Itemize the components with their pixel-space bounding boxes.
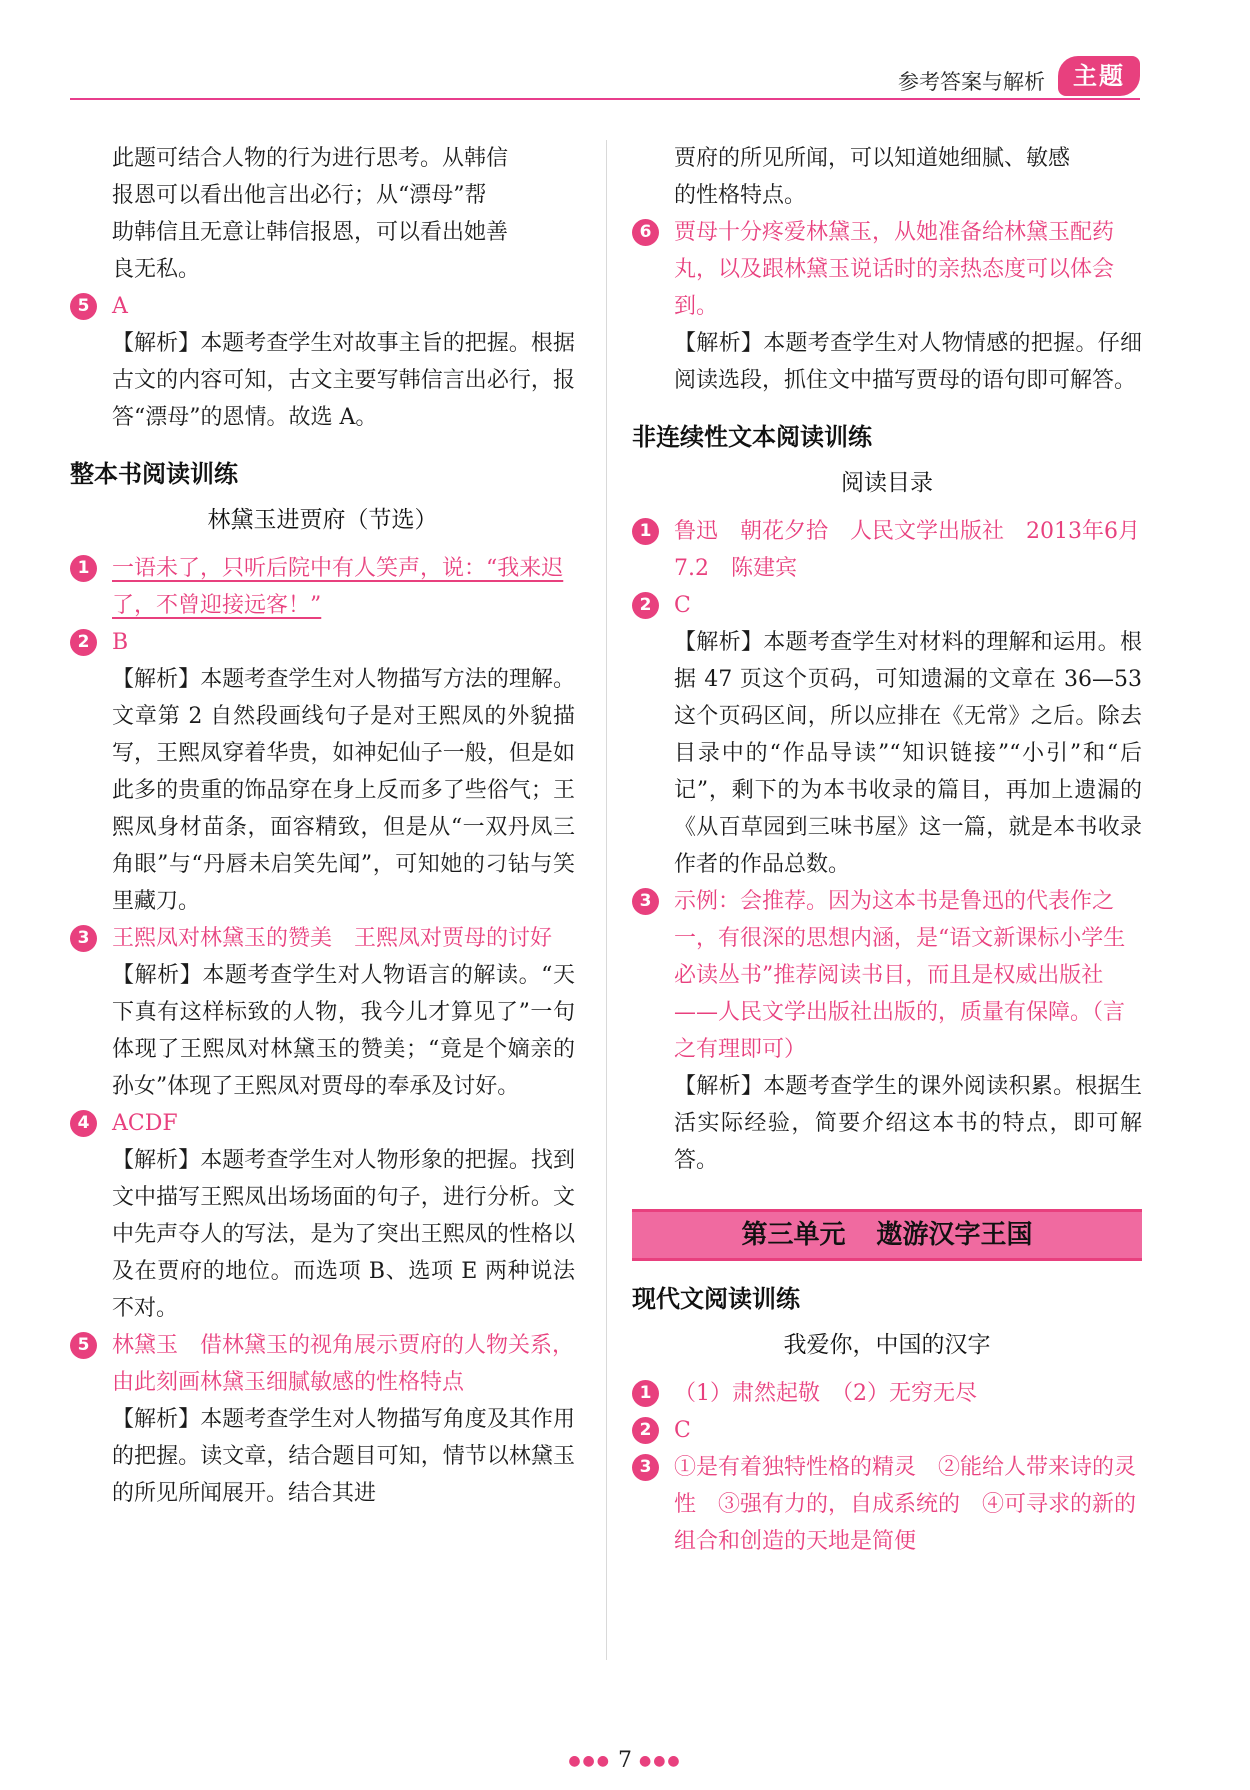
analysis-text: 【解析】本题考查学生对材料的理解和运用。根据 47 页这个页码，可知遗漏的文章在 36—53 这个页码区间，所以应排在《无常》之后。除去目录中的“作品导读”“知识链接”“小引”和“后记”，剩下的为本书收录的篇目，再加上遗漏的《从百草园到三味书屋》这一篇，就是本书收录作者的作品总数。	[674, 630, 1142, 877]
answer-item	[70, 288, 575, 436]
sub-title: 阅读目录	[841, 470, 933, 496]
answer-item	[70, 1105, 575, 1327]
question-number: 1	[70, 555, 97, 582]
section-title: 整本书阅读训练	[70, 460, 238, 488]
question-number: 1	[632, 1380, 659, 1407]
answer-text: A	[112, 294, 128, 319]
question-number: 5	[70, 293, 97, 320]
intro-line: 良无私。	[112, 257, 201, 282]
question-number: 3	[632, 1454, 659, 1481]
right-continuation	[632, 140, 1142, 214]
answer-text: （1）肃然起敬 （2）无穷无尽	[674, 1381, 977, 1406]
continuation-line: 贾府的所见所闻，可以知道她细腻、敏感	[674, 146, 1071, 171]
page-footer	[0, 1748, 1250, 1773]
intro-line: 此题可结合人物的行为进行思考。从韩信	[112, 146, 509, 171]
analysis-text: 【解析】本题考查学生的课外阅读积累。根据生活实际经验，简要介绍这本书的特点，即可解答。	[674, 1074, 1142, 1173]
answer-text: C	[674, 593, 691, 618]
section-title: 现代文阅读训练	[632, 1285, 800, 1313]
answer-item	[632, 1449, 1142, 1560]
right-column	[632, 140, 1163, 1560]
sub-title: 我爱你，中国的汉字	[783, 1332, 991, 1358]
answer-text: ACDF	[112, 1111, 178, 1136]
question-number: 2	[632, 1417, 659, 1444]
column-divider	[606, 140, 607, 1660]
analysis-text: 【解析】本题考查学生对人物情感的把握。仔细阅读选段，抓住文中描写贾母的语句即可解答。	[674, 331, 1142, 393]
intro-line: 报恩可以看出他言出必行；从“漂母”帮	[112, 183, 487, 208]
page-number: 7	[618, 1748, 632, 1773]
question-number: 1	[632, 518, 659, 545]
analysis-text: 【解析】本题考查学生对人物描写角度及其作用的把握。读文章，结合题目可知，情节以林黛玉的所见所闻展开。结合其进	[112, 1407, 575, 1506]
question-number: 4	[70, 1110, 97, 1137]
header-rule	[70, 98, 1140, 100]
answer-text: 一语未了，只听后院中有人笑声，说：“我来迟了，不曾迎接远客！”	[112, 556, 564, 618]
answer-item	[70, 624, 575, 920]
answer-text: C	[674, 1418, 691, 1443]
analysis-text: 【解析】本题考查学生对故事主旨的把握。根据古文的内容可知，古文主要写韩信言出必行，报答“漂母”的恩情。故选 A。	[112, 331, 575, 430]
answer-text: ①是有着独特性格的精灵 ②能给人带来诗的灵性 ③强有力的，自成系统的 ④可寻求的新的组合和创造的天地是简便	[674, 1455, 1137, 1554]
footer-dots-left: ●●●	[568, 1753, 611, 1769]
answer-item	[70, 550, 575, 624]
analysis-text: 【解析】本题考查学生对人物形象的把握。找到文中描写王熙凤出场场面的句子，进行分析。文中先声夺人的写法，是为了突出王熙凤的性格以及在贾府的地位。而选项 B、选项 E 两种说法不对。	[112, 1148, 575, 1321]
answer-text: B	[112, 630, 129, 655]
question-number: 5	[70, 1332, 97, 1359]
answer-item	[632, 1412, 1142, 1449]
question-number: 3	[70, 925, 97, 952]
left-column	[70, 140, 575, 1512]
answer-item	[632, 513, 1163, 587]
answer-text: 贾母十分疼爱林黛玉，从她准备给林黛玉配药丸，以及跟林黛玉说话时的亲热态度可以体会到。	[674, 220, 1115, 319]
intro-line: 助韩信且无意让韩信报恩，可以看出她善	[112, 220, 509, 245]
continuation-line: 的性格特点。	[674, 183, 807, 208]
answer-text: 鲁迅 朝花夕拾 人民文学出版社 2013年6月 7.2 陈建宾	[674, 519, 1163, 581]
question-number: 6	[632, 219, 659, 246]
answer-item	[632, 1375, 1142, 1412]
sub-title: 林黛玉进贾府（节选）	[207, 507, 438, 533]
header-badge: 主题	[1058, 56, 1140, 96]
analysis-text: 【解析】本题考查学生对人物语言的解读。“天下真有这样标致的人物，我今儿才算见了”一句体现了王熙凤对林黛玉的赞美；“竟是个嫡亲的孙女”体现了王熙凤对贾母的奉承及讨好。	[112, 963, 575, 1099]
analysis-text: 【解析】本题考查学生对人物描写方法的理解。文章第 2 自然段画线句子是对王熙凤的外貌描写，王熙凤穿着华贵，如神妃仙子一般，但是如此多的贵重的饰品穿在身上反而多了些俗气；王熙凤身材苗条，面容精致，但是从“一双丹凤三角眼”与“丹唇未启笑先闻”，可知她的刁钻与笑里藏刀。	[112, 667, 575, 914]
answer-item	[632, 883, 1142, 1179]
header-title: 参考答案与解析	[898, 70, 1045, 94]
answer-item	[70, 920, 575, 1105]
footer-dots-right: ●●●	[639, 1753, 682, 1769]
left-intro	[70, 140, 575, 288]
answer-text: 示例：会推荐。因为这本书是鲁迅的代表作之一，有很深的思想内涵，是“语文新课标小学生必读丛书”推荐阅读书目，而且是权威出版社——人民文学出版社出版的，质量有保障。（言之有理即可）	[674, 889, 1126, 1062]
question-number: 3	[632, 888, 659, 915]
section-title: 非连续性文本阅读训练	[632, 423, 872, 451]
answer-item	[632, 214, 1142, 399]
answer-item	[632, 587, 1142, 883]
answer-text: 王熙凤对林黛玉的赞美 王熙凤对贾母的讨好	[112, 926, 553, 951]
answer-text: 林黛玉 借林黛玉的视角展示贾府的人物关系，由此刻画林黛玉细腻敏感的性格特点	[112, 1333, 575, 1395]
question-number: 2	[70, 629, 97, 656]
page-header	[70, 40, 1140, 100]
answer-item	[70, 1327, 575, 1512]
question-number: 2	[632, 592, 659, 619]
unit-banner: 第三单元 遨游汉字王国	[632, 1209, 1142, 1261]
